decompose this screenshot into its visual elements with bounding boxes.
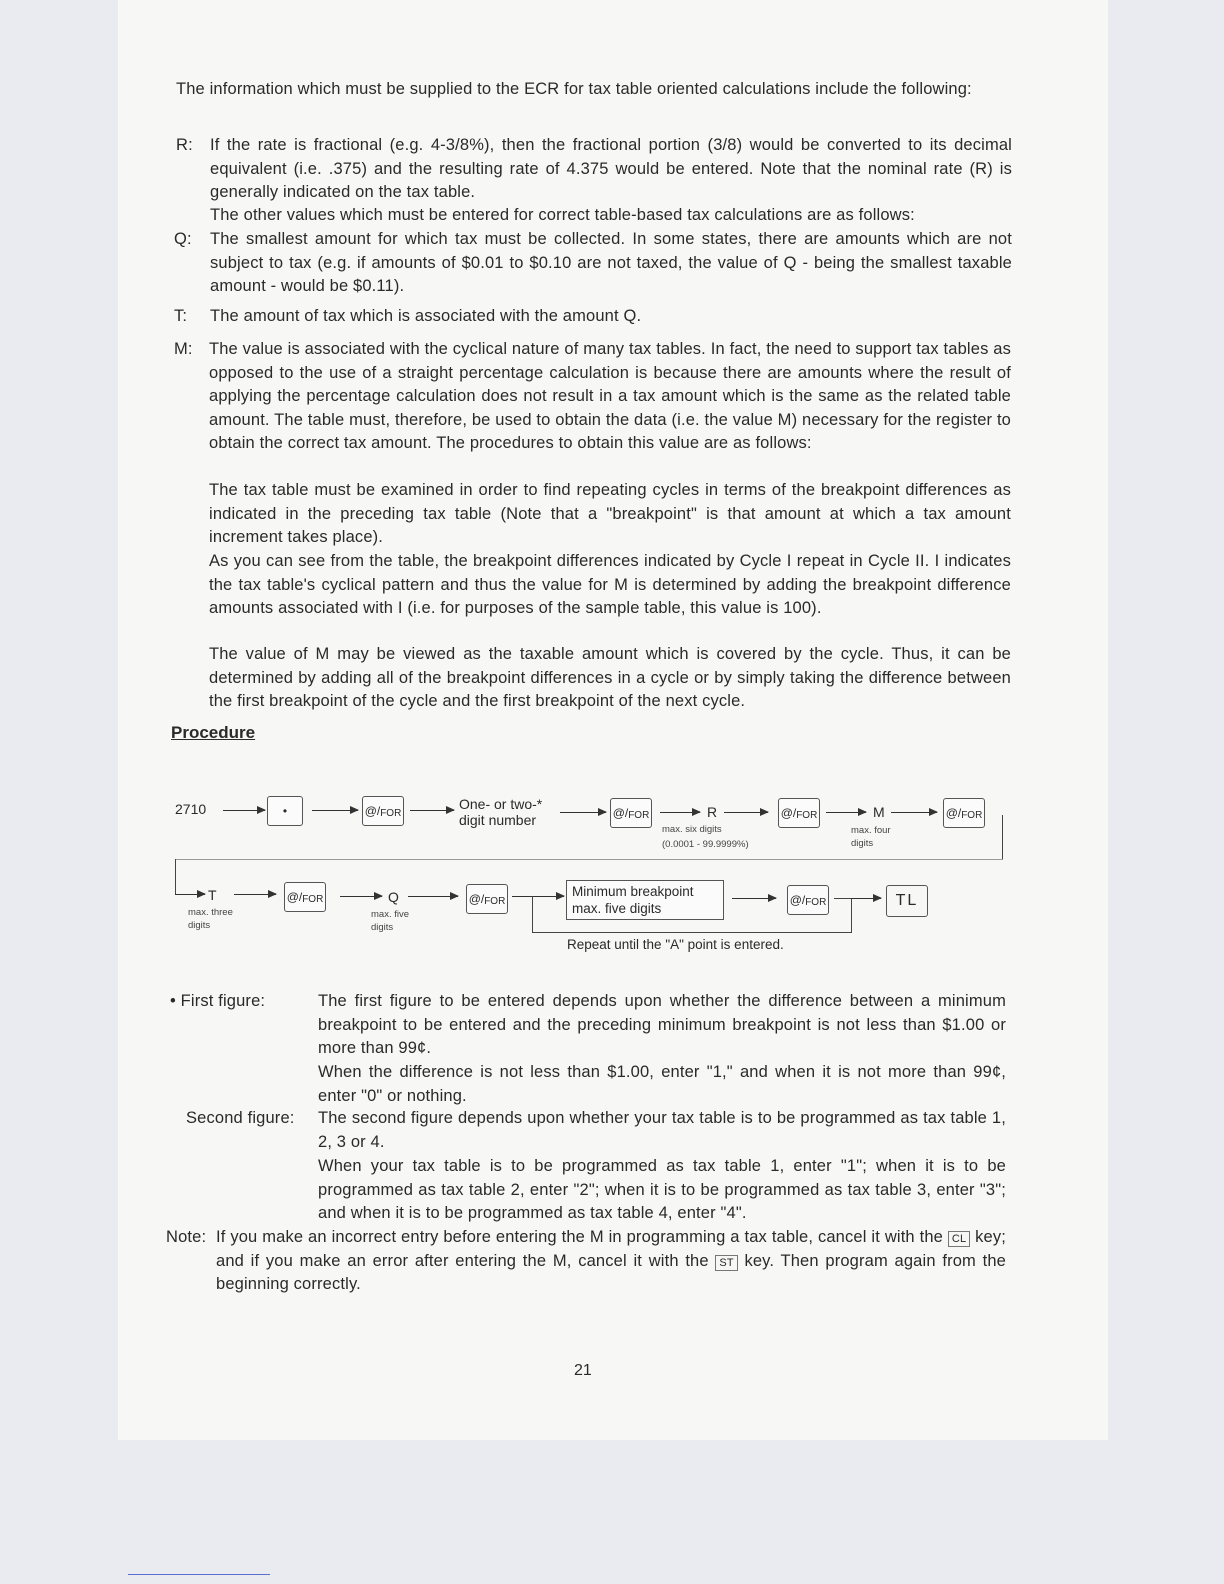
arrow	[560, 812, 606, 813]
m-paragraph-3: As you can see from the table, the breakpoint differences indicated by Cycle I repeat in Cycle II. I indicates the tax table's cyclical pattern and thus the value for M is determined by adding the breakpoint difference amounts associated with I (i.e. for purposes of the sample table, this value is 100).	[209, 552, 1011, 617]
m-value: M	[873, 804, 885, 820]
q-paragraph: The smallest amount for which tax must be collected. In some states, there are amounts which are not subject to tax (e.g. if amounts of $0.01 to $0.10 are not taxed, the value of Q - being the smallest taxable amount - would be $0.11).	[210, 230, 1012, 295]
arrow	[410, 810, 454, 811]
st-key: ST	[715, 1255, 737, 1271]
at-for-key: @/ FOR	[284, 882, 326, 912]
arrow	[732, 898, 776, 899]
r-label: R:	[176, 136, 193, 154]
at-for-key: @/ FOR	[778, 798, 820, 828]
digit-number-text: One- or two-* digit number	[459, 796, 543, 828]
bottom-rule	[128, 1574, 270, 1575]
arrow	[512, 896, 564, 897]
t-note: max. three digits	[188, 907, 233, 931]
diagram-code: 2710	[175, 801, 207, 817]
r-paragraph: If the rate is fractional (e.g. 4-3/8%), then the fractional portion (3/8) would be converted to its decimal equivalent (i.e. .375) and the resulting rate of 4.375 would be entered. Note that the nominal rate (R) is generally indicated on the tax table.	[210, 136, 1012, 201]
connector-line	[532, 896, 533, 933]
first-figure-text-2: When the difference is not less than $1.00, enter "1," and when it is not more than 99¢, enter "0" or nothing.	[318, 1063, 1006, 1105]
arrow	[340, 896, 382, 897]
r-note-1: max. six digits	[662, 824, 722, 835]
r-value: R	[707, 804, 718, 820]
note-paragraph	[216, 1226, 1006, 1297]
m-paragraph-4: The value of M may be viewed as the taxable amount which is covered by the cycle. Thus, it can be determined by adding all of the breakpoint differences in a cycle or by simply taking the difference between the first breakpoint of the cycle and the first breakpoint of the next cycle.	[209, 645, 1011, 710]
t-paragraph: The amount of tax which is associated with the amount Q.	[210, 307, 642, 325]
m-paragraph-2: The tax table must be examined in order to find repeating cycles in terms of the breakpoint differences as indicated in the preceding tax table (Note that a "breakpoint" is that amount at which a tax amount increment takes place).	[209, 481, 1011, 546]
at-for-key: @/ FOR	[787, 885, 829, 915]
r-note-2: (0.0001 - 99.9999%)	[662, 839, 749, 850]
note-label: Note:	[166, 1228, 207, 1246]
min-bp-line-2: max. five digits	[572, 901, 662, 916]
min-bp-line-1: Minimum breakpoint	[572, 884, 694, 899]
connector-line	[1002, 815, 1003, 860]
at-for-key: @/ FOR	[362, 796, 404, 826]
arrow	[175, 894, 205, 895]
first-figure-label: • First figure:	[170, 992, 266, 1010]
at-for-key: @/ FOR	[943, 798, 985, 828]
arrow	[234, 894, 276, 895]
intro-paragraph: The information which must be supplied to the ECR for tax table oriented calculations include the following:	[176, 80, 972, 98]
arrow	[724, 812, 768, 813]
connector-line	[851, 898, 852, 933]
at-for-key: @/ FOR	[610, 798, 652, 828]
second-figure-text-2: When your tax table is to be programmed as tax table 1, enter "1"; when it is to be programmed as tax table 2, enter "2"; when it is to be programmed as tax table 3, enter "3"; and when it is to be programmed as tax table 4, enter "4".	[318, 1157, 1006, 1222]
arrow	[660, 812, 700, 813]
connector-line	[175, 859, 176, 895]
t-value: T	[208, 887, 217, 903]
m-paragraph-1: The value is associated with the cyclical nature of many tax tables. In fact, the need to support tax tables as opposed to the use of a straight percentage calculation is because there are amounts where the result of applying the percentage calculation does not result in a tax amount which is the same as the related table amount. The table must, therefore, be used to obtain the data (i.e. the value M) necessary for the register to obtain the correct tax amount. The procedures to obtain this value are as follows:	[209, 340, 1011, 452]
arrow	[223, 810, 265, 811]
q-value: Q	[388, 889, 399, 905]
cl-key: CL	[948, 1231, 970, 1247]
other-values-line: The other values which must be entered for correct table-based tax calculations are as follows:	[210, 206, 915, 224]
q-label: Q:	[174, 230, 192, 248]
decimal-point-key: •	[267, 796, 303, 826]
first-figure-text-1: The first figure to be entered depends upon whether the difference between a minimum breakpoint to be entered and the preceding minimum breakpoint is not less than $1.00 or more than 99¢.	[318, 992, 1006, 1057]
m-note: max. four digits	[851, 825, 891, 849]
connector-line	[834, 898, 852, 899]
repeat-note: Repeat until the "A" point is entered.	[567, 937, 784, 952]
note-text-a: If you make an incorrect entry before entering the M in programming a tax table, cancel it with the	[216, 1228, 944, 1246]
arrow	[891, 812, 937, 813]
q-note: max. five digits	[371, 909, 410, 933]
arrow	[312, 810, 358, 811]
t-label: T:	[174, 307, 188, 325]
second-figure-text-1: The second figure depends upon whether your tax table is to be programmed as tax table 1, 2, 3 or 4.	[318, 1109, 1006, 1151]
arrow	[826, 812, 866, 813]
total-key: TL	[886, 885, 928, 917]
second-figure-label: Second figure:	[186, 1109, 295, 1127]
note-text-c: key. Then program again from the beginning correctly.	[216, 1251, 1007, 1293]
connector-line	[175, 859, 1003, 860]
page-number: 21	[574, 1362, 592, 1379]
m-label: M:	[174, 340, 193, 358]
arrow	[408, 896, 458, 897]
arrow	[851, 898, 881, 899]
note-text-b: key; and if you make an error after entering the M, cancel it with the	[216, 1228, 1007, 1270]
procedure-heading: Procedure	[171, 723, 256, 742]
connector-line	[532, 932, 852, 933]
at-for-key: @/ FOR	[466, 884, 508, 914]
minimum-breakpoint-box	[566, 880, 724, 920]
